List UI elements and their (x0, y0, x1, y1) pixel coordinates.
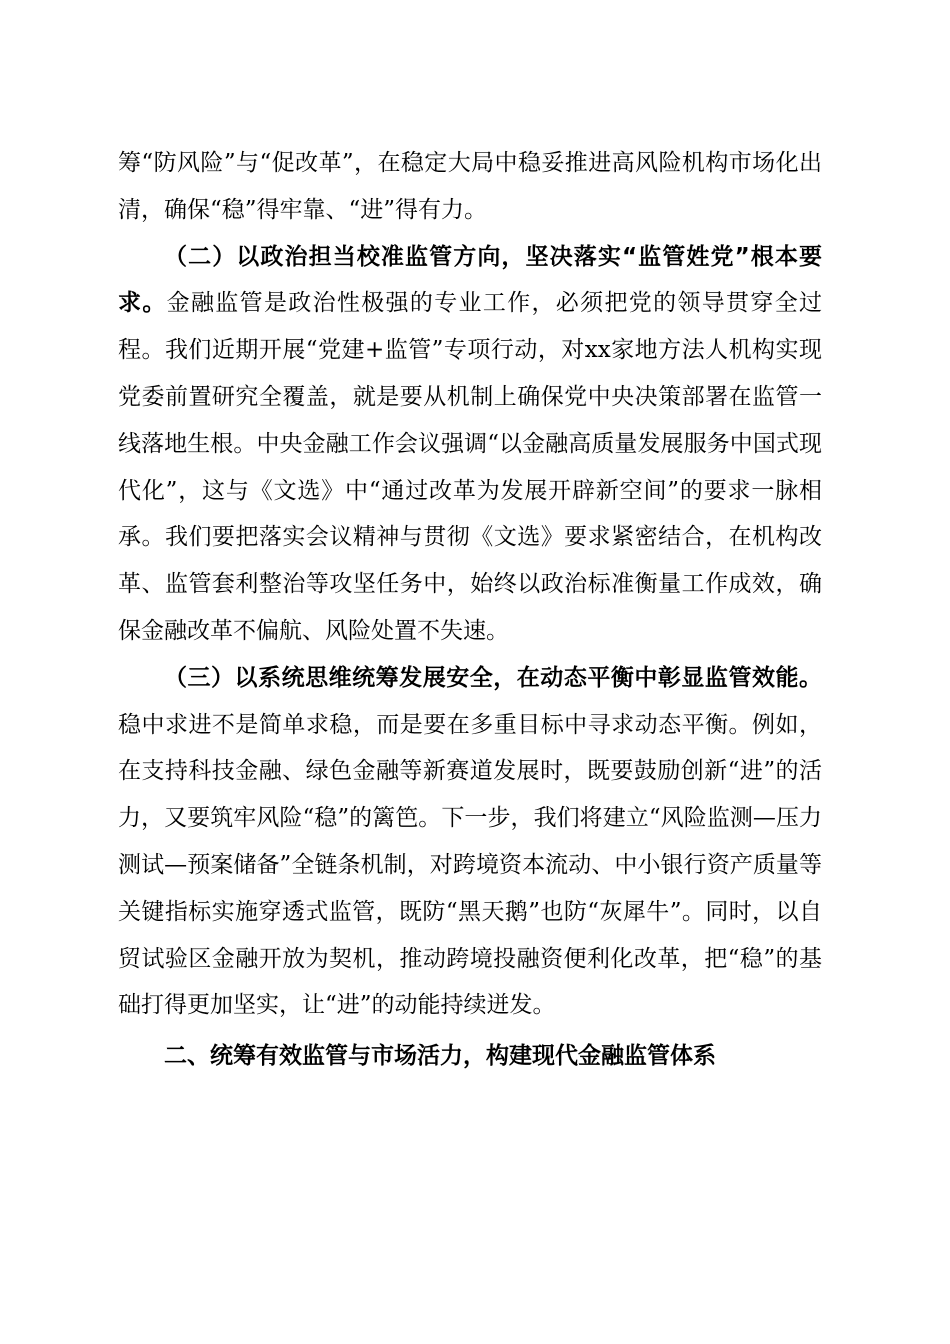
paragraph-section-3 (118, 655, 822, 1029)
paragraph-text: 稳中求进不是简单求稳，而是要在多重目标中寻求动态平衡。例如，在支持科技金融、绿色金融等新赛道发展时，既要鼓励创新“进”的活力，又要筑牢风险“稳”的篱笆。下一步，我们将建立“风险监测—压力测试—预案储备”全链条机制，对跨境资本流动、中小银行资产质量等关键指标实施穿透式监管，既防“黑天鹅”也防“灰犀牛”。同时，以自贸试验区金融开放为契机，推动跨境投融资便利化改革，把“稳”的基础打得更加坚实，让“进”的动能持续迸发。 (118, 711, 822, 1019)
section-heading: 二、统筹有效监管与市场活力，构建现代金融监管体系 (164, 1043, 716, 1070)
paragraph-section-2 (118, 234, 822, 655)
paragraph-text: 金融监管是政治性极强的专业工作，必须把党的领导贯穿全过程。我们近期开展“党建+监管”专项行动，对xx家地方法人机构实现党委前置研究全覆盖，就是要从机制上确保党中央决策部署在监管一线落地生根。中央金融工作会议强调“以金融高质量发展服务中国式现代化”，这与《文选》中“通过改革为发展开辟新空间”的要求一脉相承。我们要把落实会议精神与贯彻《文选》要求紧密结合，在机构改革、监管套利整治等攻坚任务中，始终以政治标准衡量工作成效，确保金融改革不偏航、风险处置不失速。 (118, 290, 823, 644)
paragraph-continuation (118, 140, 822, 234)
document-page (118, 140, 822, 1080)
section-lead-2: （二）以政治担当校准监管方向，坚决落实“监管姓党”根本要求。 (118, 243, 822, 317)
section-lead-3: （三）以系统思维统筹发展安全，在动态平衡中彰显监管效能。 (164, 664, 822, 691)
paragraph-text: 筹“防风险”与“促改革”，在稳定大局中稳妥推进高风险机构市场化出清，确保“稳”得牢靠、“进”得有力。 (118, 150, 822, 223)
